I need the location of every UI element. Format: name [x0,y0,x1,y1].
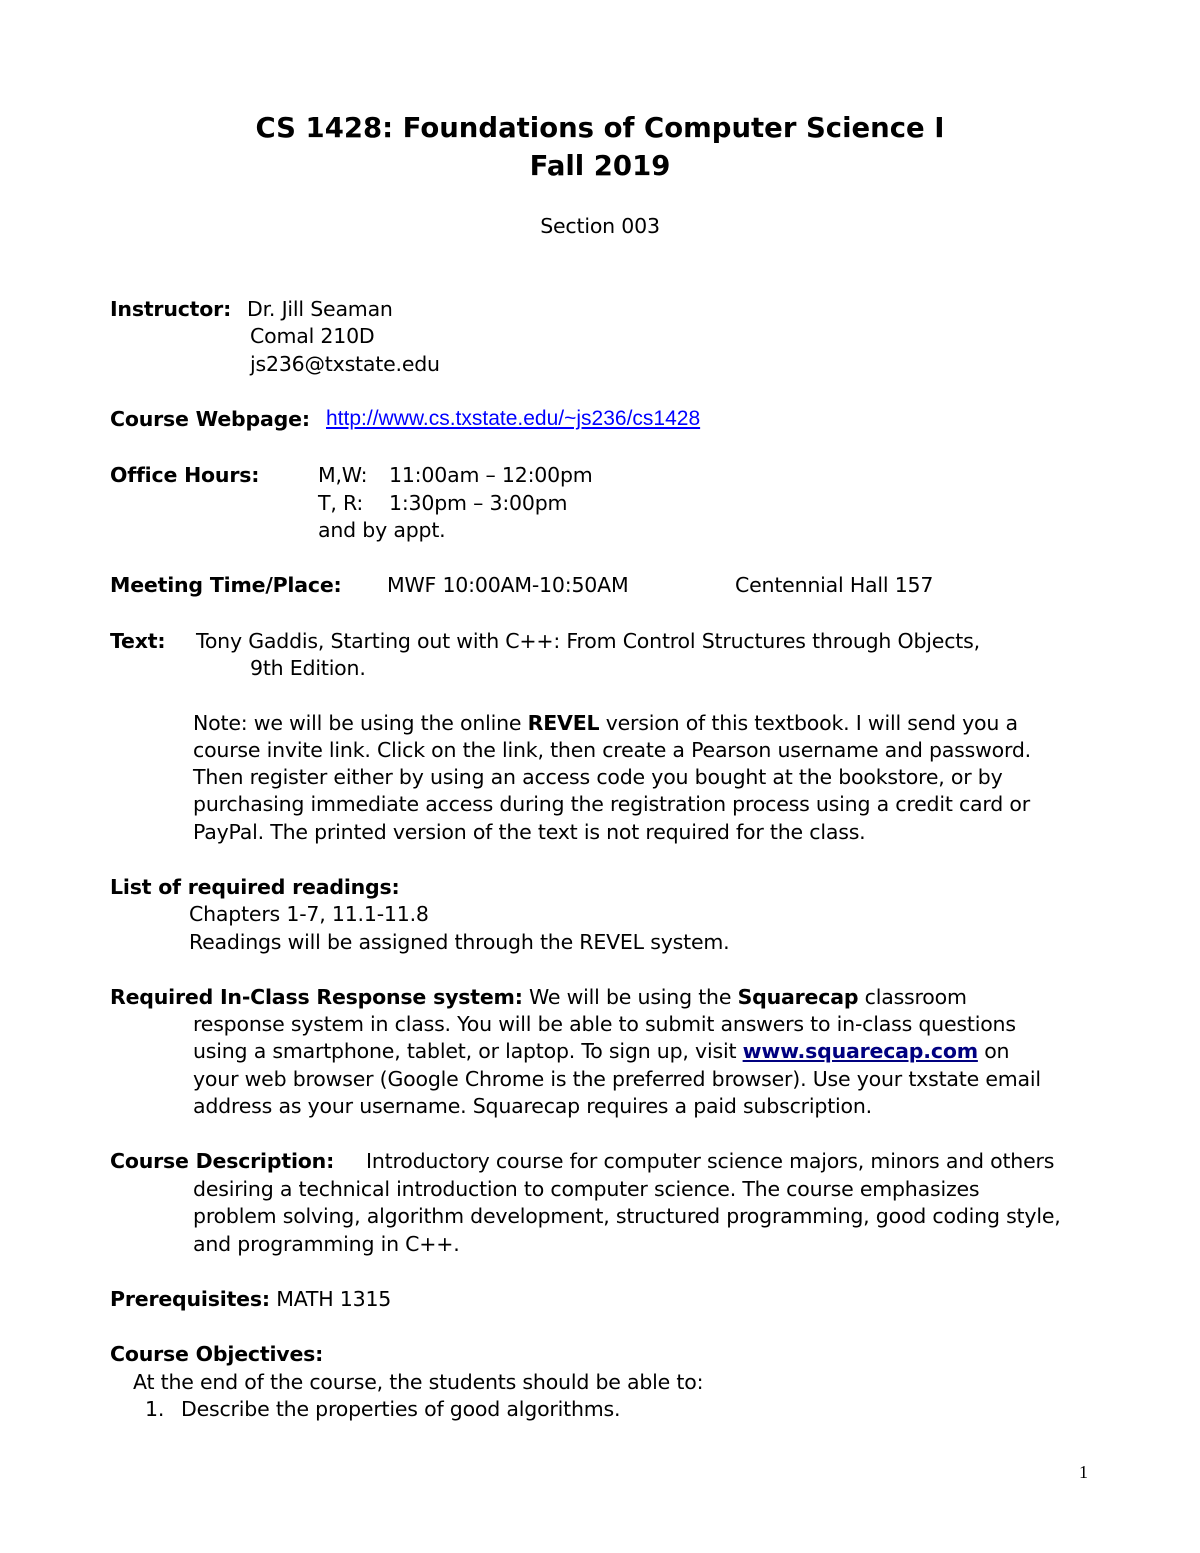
text-label: Text: [110,629,166,653]
response-line: using a smartphone, tablet, or laptop. To sign up, visit www.squarecap.com on [193,1039,1010,1063]
instructor-label: Instructor: [110,297,232,321]
meeting-time: MWF 10:00AM-10:50AM [387,573,629,597]
textbook-edition: 9th Edition. [250,656,366,680]
objectives-intro: At the end of the course, the students should be able to: [133,1370,704,1394]
response-line: your web browser (Google Chrome is the preferred browser). Use your txstate email [193,1067,1041,1091]
page-number: 1 [1079,1462,1088,1482]
description-line: problem solving, algorithm development, structured programming, good coding style, [193,1204,1061,1228]
webpage-label: Course Webpage: [110,407,310,431]
office-hours-extra: and by appt. [318,518,446,542]
readings-chapters: Chapters 1-7, 11.1-11.8 [189,902,429,926]
textbook-line: Tony Gaddis, Starting out with C++: From Control Structures through Objects, [196,629,980,653]
text-note-line: Then register either by using an access code you bought at the bookstore, or by [193,765,1003,789]
objectives-label: Course Objectives: [110,1342,324,1366]
course-webpage-link[interactable]: http://www.cs.txstate.edu/~js236/cs1428 [326,407,701,430]
page-title: CS 1428: Foundations of Computer Science I [255,112,945,144]
office-hours-days: T, R: [318,491,364,515]
squarecap-link[interactable]: www.squarecap.com [742,1039,978,1063]
meeting-label: Meeting Time/Place: [110,573,342,597]
text-note-line: course invite link. Click on the link, then create a Pearson username and password. [193,738,1031,762]
response-line: Required In-Class Response system: We will be using the Squarecap classroom [110,985,967,1009]
text-note-line: purchasing immediate access during the registration process using a credit card or [193,792,1030,816]
response-line: response system in class. You will be able to submit answers to in-class questions [193,1012,1016,1036]
prereq-line: Prerequisites: MATH 1315 [110,1287,392,1311]
office-hours-days: M,W: [318,463,368,487]
office-hours-time: 11:00am – 12:00pm [389,463,593,487]
text-note-line: PayPal. The printed version of the text is not required for the class. [193,820,866,844]
page-subtitle: Fall 2019 [529,150,671,182]
meeting-place: Centennial Hall 157 [735,573,934,597]
readings-label: List of required readings: [110,875,400,899]
response-label: Required In-Class Response system: [110,985,523,1009]
objective-item: Describe the properties of good algorithms. [181,1397,621,1421]
instructor-office: Comal 210D [250,324,375,348]
objective-number: 1. [145,1397,165,1421]
description-line: and programming in C++. [193,1232,460,1256]
response-line: address as your username. Squarecap requires a paid subscription. [193,1094,872,1118]
description-label: Course Description: [110,1149,335,1173]
instructor-email: js236@txstate.edu [250,352,440,376]
prereq-label: Prerequisites: [110,1287,270,1311]
description-line: Introductory course for computer science majors, minors and others [366,1149,1055,1173]
office-hours-label: Office Hours: [110,463,260,487]
office-hours-time: 1:30pm – 3:00pm [389,491,568,515]
readings-note: Readings will be assigned through the REVEL system. [189,930,730,954]
section-label: Section 003 [540,214,660,238]
description-line: desiring a technical introduction to computer science. The course emphasizes [193,1177,980,1201]
text-note-line: Note: we will be using the online REVEL version of this textbook. I will send you a [193,711,1018,735]
instructor-name: Dr. Jill Seaman [247,297,393,321]
